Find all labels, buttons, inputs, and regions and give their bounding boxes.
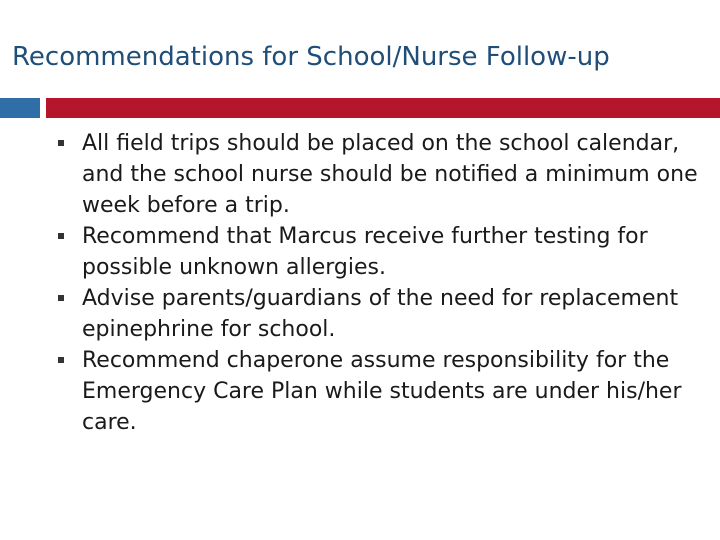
bullet-item xyxy=(58,283,698,345)
square-bullet-icon xyxy=(58,221,82,252)
bullet-text: Recommend that Marcus receive further testing for possible unknown allergies. xyxy=(82,224,648,280)
square-bullet-icon xyxy=(58,283,82,314)
slide-title: Recommendations for School/Nurse Follow-up xyxy=(12,42,610,72)
accent-bar-red xyxy=(46,98,720,118)
accent-bar-blue xyxy=(0,98,40,118)
bullet-text: Advise parents/guardians of the need for replacement epinephrine for school. xyxy=(82,286,679,342)
bullet-item xyxy=(58,128,698,221)
square-bullet-icon xyxy=(58,345,82,376)
square-bullet-icon xyxy=(58,128,82,159)
bullet-list xyxy=(58,128,698,438)
bullet-text: All field trips should be placed on the school calendar, and the school nurse should be notified a minimum one week before a trip. xyxy=(82,131,698,218)
bullet-item xyxy=(58,221,698,283)
bullet-item xyxy=(58,345,698,438)
bullet-text: Recommend chaperone assume responsibility for the Emergency Care Plan while students are under his/her care. xyxy=(82,348,682,435)
